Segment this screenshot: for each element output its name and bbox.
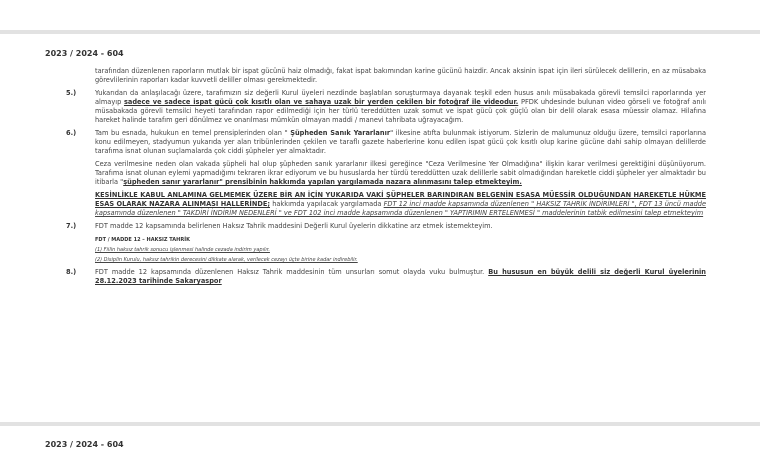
text-segment: Bu hususun en büyük delili siz değerli Kurul üyelerinin 28.12.2023 tarihinde Sakaryaspor: [95, 268, 706, 285]
paragraph-text: [95, 89, 706, 125]
paragraph: [66, 191, 706, 218]
article-title: FDT / MADDE 12 – HAKSIZ TAHRİK: [95, 237, 190, 243]
paragraph-text: [95, 222, 706, 231]
article-item: (2) Disiplin Kurulu, haksız tahrikin derecesini dikkate alarak, verilecek cezayı üçte birine kadar indirebilir.: [95, 257, 358, 263]
paragraph-text: [95, 191, 706, 218]
text-segment: " ilkesine atıfta bulunmak istiyorum. Sizlerin de malumunuz olduğu üzere, temsilci raporlarına konu edilmeyen, stadyumun yukarıda yer alan tribünlerinden çekilen ve taraflı gazete haberlerine konu edilen ispat gücü çok kısıtlı olup karine gücüne dahi sahip olmayan delillerde tarafıma isnat olunan suçlamalarda çok ciddi şüpheler yer almaktadır.: [95, 129, 706, 155]
text-segment: tarafından düzenlenen raporların mutlak bir ispat gücünü haiz olmadığı, fakat ispat bakımından karine gücünü haizdir. Ancak aksinin ispat için ileri sürülecek delillerin, en az müsabaka görevlilerinin raporları kadar kuvvetli deliller olması gerekmektedir.: [95, 67, 706, 84]
text-segment: PFDK uhdesinde bulunan video görseli ve fotoğraf anılı müsabakada görevli temsilci heyeti tarafından rapor edilmediği için her türlü tereddütten uzak somut ve ispat gücü çok güçlü olan bir delil olarak esasa müessir olamaz. Hilafına hareket halinde tarafım geri dönülmez ve onarılması mümkün olmayan maddi / manevi tahribata uğrayacağım.: [95, 98, 706, 124]
text-segment: Şüpheden Sanık Yararlanır: [290, 129, 391, 137]
document-body: [66, 67, 706, 290]
text-segment: FDT madde 12 kapsamında düzenlenen Haksız Tahrik maddesinin tüm unsurları somut olayda vuku bulmuştur.: [95, 268, 489, 276]
text-segment: hakkımda yapılacak yargılamada: [270, 200, 384, 208]
text-segment: şüpheden sanır yararlanır" prensibinin hakkımda yapılan yargılamada nazara alınmasını talep etmekteyim.: [123, 178, 522, 186]
paragraph-text: [95, 268, 706, 286]
paragraph: [66, 160, 706, 187]
paragraph-number: 8.): [66, 268, 77, 276]
text-segment: Tam bu esnada, hukukun en temel prensiplerinden olan ": [95, 129, 291, 137]
text-segment: FDT madde 12 kapsamında belirlenen Haksız Tahrik maddesini Değerli Kurul üyelerin dikkatine arz etmek istemekteyim.: [95, 222, 493, 230]
text-segment: FDT 12 inci madde kapsamında düzenlenen " HAKSIZ TAHRİK İNDİRİMLERİ ", FDT 13 üncü madde kapsamında düzenlenen " TAKDİRİ İNDİRİM NEDENLERİ " ve FDT 102 inci madde kapsamında düzenlenen " YAPTIRIMIN ERTELENMESİ " maddelerinin tatbik edilmesini talep etmekteyim: [95, 200, 707, 217]
paragraph-number: 7.): [66, 222, 77, 230]
page-separator-bottom: [0, 422, 760, 426]
text-segment: Ceza verilmesine neden olan vakada şüpheli hal olup şüpheden sanık yararlanır ilkesi gereğince "Ceza Verilmesine Yer Olmadığına" ilişkin karar verilmesi gerektiğini düşünüyorum. Tarafıma isnat olunan eylemi yapmadığımı tekraren ikrar ediyorum ve bu hususlarda her türdü tereddütten uzak delillerle sabit olmadığından hareketle ciddi şüpheler yer almaktadır bu itibarla ": [95, 160, 706, 186]
article-block: [95, 235, 706, 265]
paragraph-number: [66, 160, 95, 187]
text-segment: KESİNLİKLE KABUL ANLAMINA GELMEMEK ÜZERE BİR AN İÇİN YUKARIDA VAKİ ŞÜPHELER BARINDIRAN BELGENİN ESASA MÜESSİR OLDUĞUNDAN HAREKETLE HÜKME ESAS OLARAK NAZARA ALINMASI HALLERİNDE;: [95, 191, 706, 208]
text-segment: Yukarıdan da anlaşılacağı üzere, tarafımızın siz değerli Kurul üyeleri nezdinde başlatılan soruşturmaya dayanak teşkil eden husus anılı müsabakada görevli temsilci raporlarında yer almayıp: [95, 89, 706, 106]
paragraph: [66, 67, 706, 85]
text-segment: sadece ve sadece ispat gücü çok kısıtlı olan ve sahaya uzak bir yerden çekilen bir fotoğraf ile videodur.: [123, 98, 519, 106]
article-item: (1) Fiilin haksız tahrik sonucu işlenmesi halinde cezada indirim yapılır.: [95, 247, 270, 253]
paragraph: [66, 89, 706, 125]
page-separator-top: [0, 30, 760, 34]
paragraph: [66, 268, 706, 286]
page-header: 2023 / 2024 - 604: [45, 49, 124, 58]
paragraph-text: [95, 160, 706, 187]
paragraph: [66, 129, 706, 156]
paragraph-text: [95, 129, 706, 156]
paragraph-text: [95, 67, 706, 85]
paragraph: [66, 222, 706, 231]
paragraph-number: [66, 191, 95, 218]
paragraph-number: [66, 67, 95, 85]
paragraph-number: 5.): [66, 89, 77, 97]
next-page-header: 2023 / 2024 - 604: [45, 440, 124, 449]
paragraph-number: 6.): [66, 129, 77, 137]
